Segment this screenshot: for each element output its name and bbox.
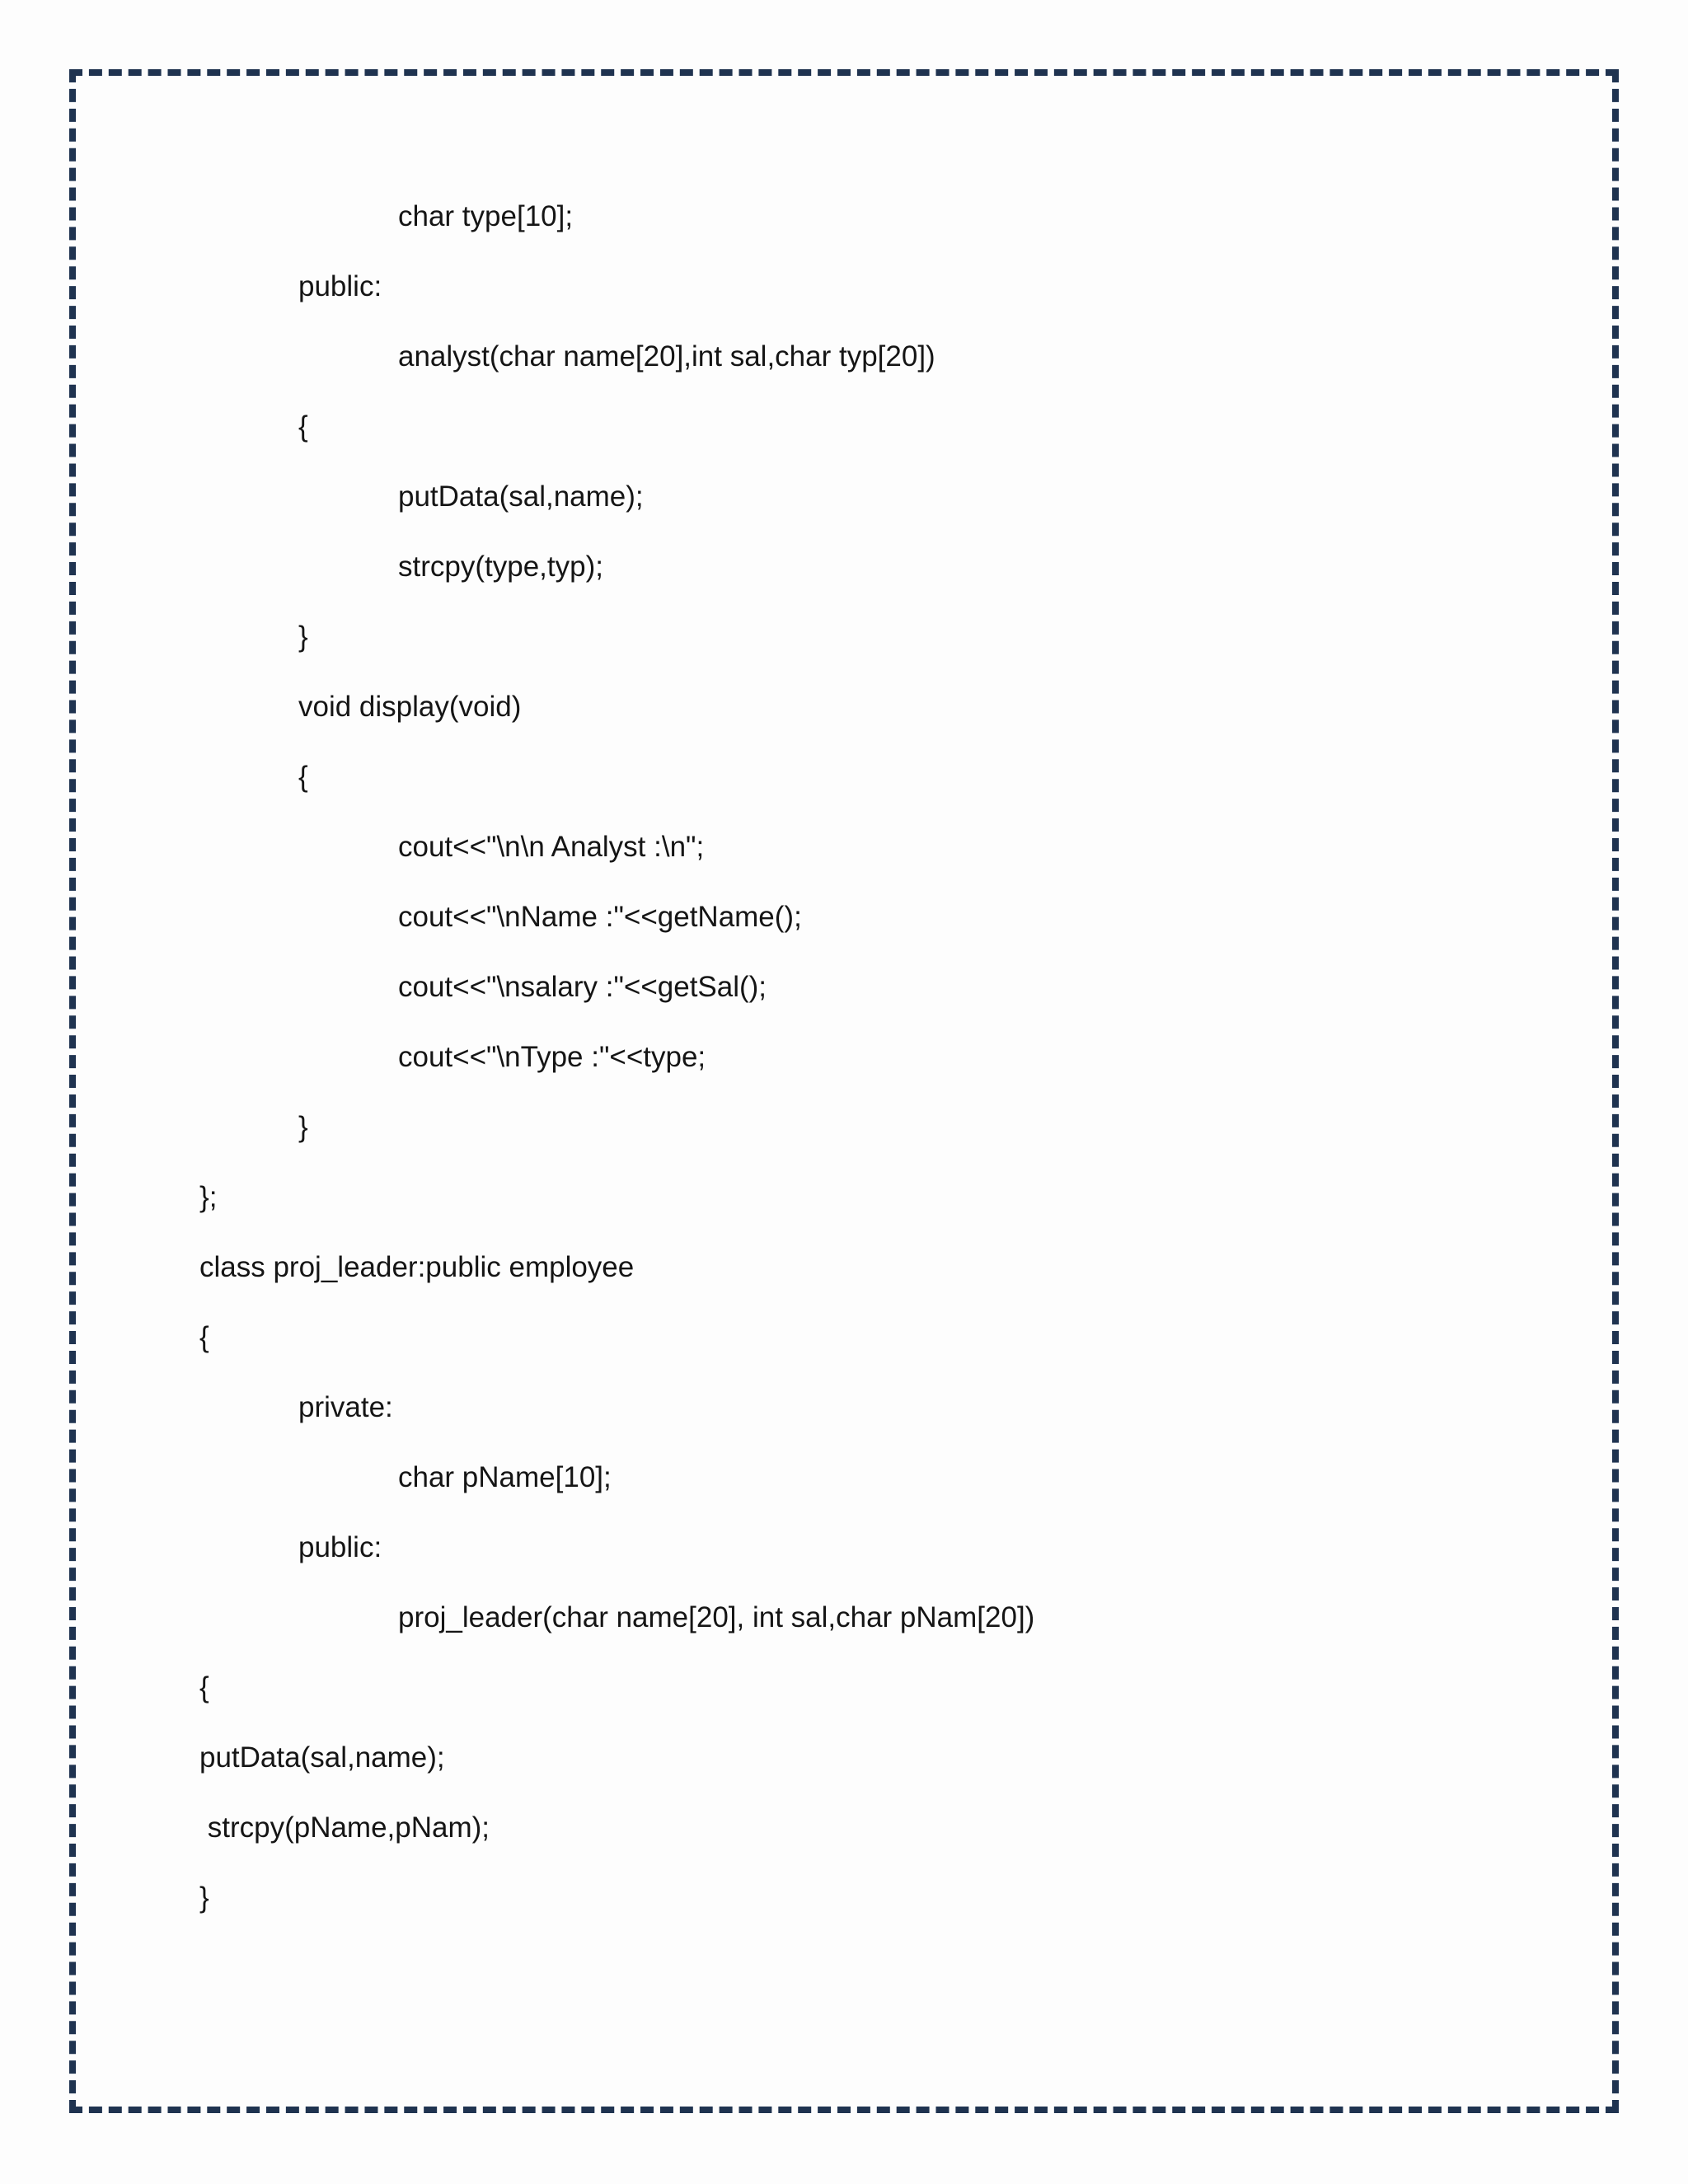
code-line: void display(void) (298, 691, 522, 723)
code-line: cout<<"\n\n Analyst :\n"; (398, 831, 705, 863)
code-line: cout<<"\nType :"<<type; (398, 1041, 706, 1073)
code-line: char pName[10]; (398, 1461, 612, 1493)
code-line: class proj_leader:public employee (199, 1251, 635, 1283)
code-line: }; (199, 1181, 218, 1213)
code-line: public: (298, 270, 382, 302)
code-line: } (199, 1882, 209, 1914)
code-line: } (298, 621, 308, 653)
code-line: { (199, 1671, 209, 1704)
code-line: char type[10]; (398, 200, 574, 232)
code-line: private: (298, 1391, 393, 1423)
code-line: public: (298, 1531, 382, 1563)
code-line: { (298, 761, 308, 793)
code-line: strcpy(pName,pNam); (199, 1811, 490, 1844)
code-line: } (298, 1111, 308, 1143)
code-line: putData(sal,name); (199, 1741, 445, 1774)
code-line: analyst(char name[20],int sal,char typ[20]) (398, 340, 935, 373)
code-line: proj_leader(char name[20], int sal,char pNam[20]) (398, 1601, 1035, 1633)
page-border (69, 69, 1619, 2113)
code-line: strcpy(type,typ); (398, 551, 603, 583)
code-line: { (298, 410, 308, 443)
code-line: cout<<"\nsalary :"<<getSal(); (398, 971, 767, 1003)
code-line: cout<<"\nName :"<<getName(); (398, 901, 802, 933)
code-line: { (199, 1321, 209, 1353)
code-line: putData(sal,name); (398, 480, 644, 513)
